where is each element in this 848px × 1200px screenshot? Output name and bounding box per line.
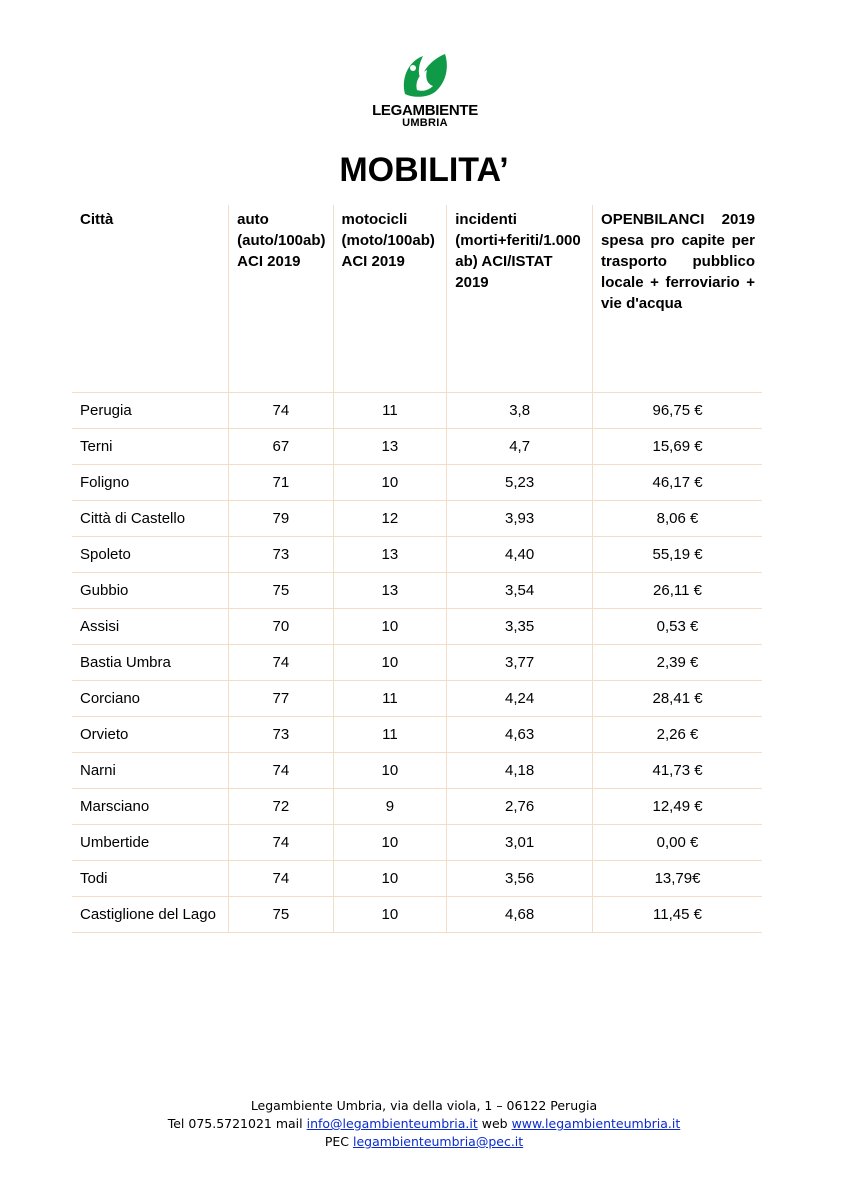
cell-motocicli: 10 — [333, 645, 447, 681]
web-link[interactable]: www.legambienteumbria.it — [511, 1116, 681, 1131]
cell-auto: 75 — [229, 897, 333, 933]
cell-incidenti: 5,23 — [447, 465, 593, 501]
cell-incidenti: 4,7 — [447, 429, 593, 465]
mobility-table — [72, 205, 762, 933]
cell-city: Umbertide — [72, 825, 229, 861]
header-incidenti: incidenti (morti+feriti/1.000 ab) ACI/ISTAT 2019 — [447, 205, 593, 393]
swan-leaf-icon — [397, 50, 453, 100]
cell-motocicli: 11 — [333, 393, 447, 429]
cell-incidenti: 3,93 — [447, 501, 593, 537]
cell-spesa: 12,49 € — [593, 789, 762, 825]
cell-city: Todi — [72, 861, 229, 897]
cell-motocicli: 10 — [333, 897, 447, 933]
cell-motocicli: 9 — [333, 789, 447, 825]
cell-motocicli: 10 — [333, 861, 447, 897]
table-row — [72, 717, 762, 753]
cell-city: Orvieto — [72, 717, 229, 753]
cell-auto: 73 — [229, 717, 333, 753]
cell-spesa: 11,45 € — [593, 897, 762, 933]
cell-spesa: 2,39 € — [593, 645, 762, 681]
cell-city: Città di Castello — [72, 501, 229, 537]
cell-motocicli: 11 — [333, 717, 447, 753]
cell-auto: 74 — [229, 861, 333, 897]
cell-auto: 74 — [229, 753, 333, 789]
cell-city: Spoleto — [72, 537, 229, 573]
footer-pec — [0, 1133, 848, 1151]
cell-city: Castiglione del Lago — [72, 897, 229, 933]
cell-spesa: 15,69 € — [593, 429, 762, 465]
cell-incidenti: 3,77 — [447, 645, 593, 681]
pec-link[interactable]: legambienteumbria@pec.it — [352, 1134, 524, 1149]
header-city: Città — [72, 205, 229, 393]
header-auto: auto (auto/100ab) ACI 2019 — [229, 205, 333, 393]
footer-contacts — [0, 1115, 848, 1133]
cell-city: Gubbio — [72, 573, 229, 609]
table-row — [72, 645, 762, 681]
table-row — [72, 393, 762, 429]
cell-auto: 67 — [229, 429, 333, 465]
cell-city: Terni — [72, 429, 229, 465]
cell-auto: 71 — [229, 465, 333, 501]
footer-tel: Tel 075.5721021 mail — [167, 1116, 307, 1131]
footer-pec-label: PEC — [324, 1134, 353, 1149]
table-row — [72, 429, 762, 465]
cell-spesa: 0,53 € — [593, 609, 762, 645]
cell-incidenti: 3,8 — [447, 393, 593, 429]
cell-spesa: 96,75 € — [593, 393, 762, 429]
cell-auto: 73 — [229, 537, 333, 573]
logo-name: LEGAMBIENTE — [372, 102, 478, 119]
cell-motocicli: 13 — [333, 573, 447, 609]
cell-auto: 74 — [229, 393, 333, 429]
cell-motocicli: 10 — [333, 609, 447, 645]
cell-auto: 70 — [229, 609, 333, 645]
cell-incidenti: 4,18 — [447, 753, 593, 789]
cell-spesa: 55,19 € — [593, 537, 762, 573]
page-title: MOBILITA’ — [339, 151, 509, 189]
cell-motocicli: 10 — [333, 825, 447, 861]
table-row — [72, 681, 762, 717]
table-row — [72, 537, 762, 573]
table-row — [72, 861, 762, 897]
cell-city: Perugia — [72, 393, 229, 429]
cell-motocicli: 10 — [333, 465, 447, 501]
cell-city: Marsciano — [72, 789, 229, 825]
cell-motocicli: 11 — [333, 681, 447, 717]
table-row — [72, 753, 762, 789]
cell-motocicli: 13 — [333, 429, 447, 465]
cell-incidenti: 3,54 — [447, 573, 593, 609]
cell-city: Bastia Umbra — [72, 645, 229, 681]
header-motocicli: motocicli (moto/100ab) ACI 2019 — [333, 205, 447, 393]
cell-auto: 77 — [229, 681, 333, 717]
table-row — [72, 465, 762, 501]
cell-incidenti: 4,40 — [447, 537, 593, 573]
cell-incidenti: 3,35 — [447, 609, 593, 645]
legambiente-logo — [365, 50, 485, 134]
cell-spesa: 2,26 € — [593, 717, 762, 753]
cell-incidenti: 2,76 — [447, 789, 593, 825]
cell-spesa: 28,41 € — [593, 681, 762, 717]
cell-auto: 74 — [229, 825, 333, 861]
cell-motocicli: 12 — [333, 501, 447, 537]
cell-city: Corciano — [72, 681, 229, 717]
cell-incidenti: 4,24 — [447, 681, 593, 717]
footer-web-label: web — [477, 1116, 512, 1131]
cell-spesa: 46,17 € — [593, 465, 762, 501]
cell-auto: 74 — [229, 645, 333, 681]
cell-spesa: 41,73 € — [593, 753, 762, 789]
cell-motocicli: 13 — [333, 537, 447, 573]
header-openbilanci: OPENBILANCI 2019 spesa pro capite per trasporto pubblico locale + ferroviario + vie d'acqua — [593, 205, 762, 393]
footer-address: Legambiente Umbria, via della viola, 1 – 06122 Perugia — [250, 1098, 598, 1113]
cell-incidenti: 4,68 — [447, 897, 593, 933]
cell-city: Narni — [72, 753, 229, 789]
cell-incidenti: 3,01 — [447, 825, 593, 861]
cell-spesa: 0,00 € — [593, 825, 762, 861]
table-body — [72, 393, 762, 933]
cell-city: Assisi — [72, 609, 229, 645]
cell-incidenti: 4,63 — [447, 717, 593, 753]
cell-auto: 75 — [229, 573, 333, 609]
cell-auto: 72 — [229, 789, 333, 825]
cell-city: Foligno — [72, 465, 229, 501]
table-row — [72, 789, 762, 825]
cell-spesa: 13,79€ — [593, 861, 762, 897]
mail-link[interactable]: info@legambienteumbria.it — [306, 1116, 478, 1131]
footer — [0, 1097, 848, 1151]
cell-auto: 79 — [229, 501, 333, 537]
table-header-row — [72, 205, 762, 393]
cell-spesa: 26,11 € — [593, 573, 762, 609]
table-row — [72, 501, 762, 537]
cell-incidenti: 3,56 — [447, 861, 593, 897]
table-row — [72, 573, 762, 609]
table-row — [72, 897, 762, 933]
table-row — [72, 825, 762, 861]
cell-spesa: 8,06 € — [593, 501, 762, 537]
logo-subtitle: UMBRIA — [402, 117, 448, 129]
table-row — [72, 609, 762, 645]
cell-motocicli: 10 — [333, 753, 447, 789]
